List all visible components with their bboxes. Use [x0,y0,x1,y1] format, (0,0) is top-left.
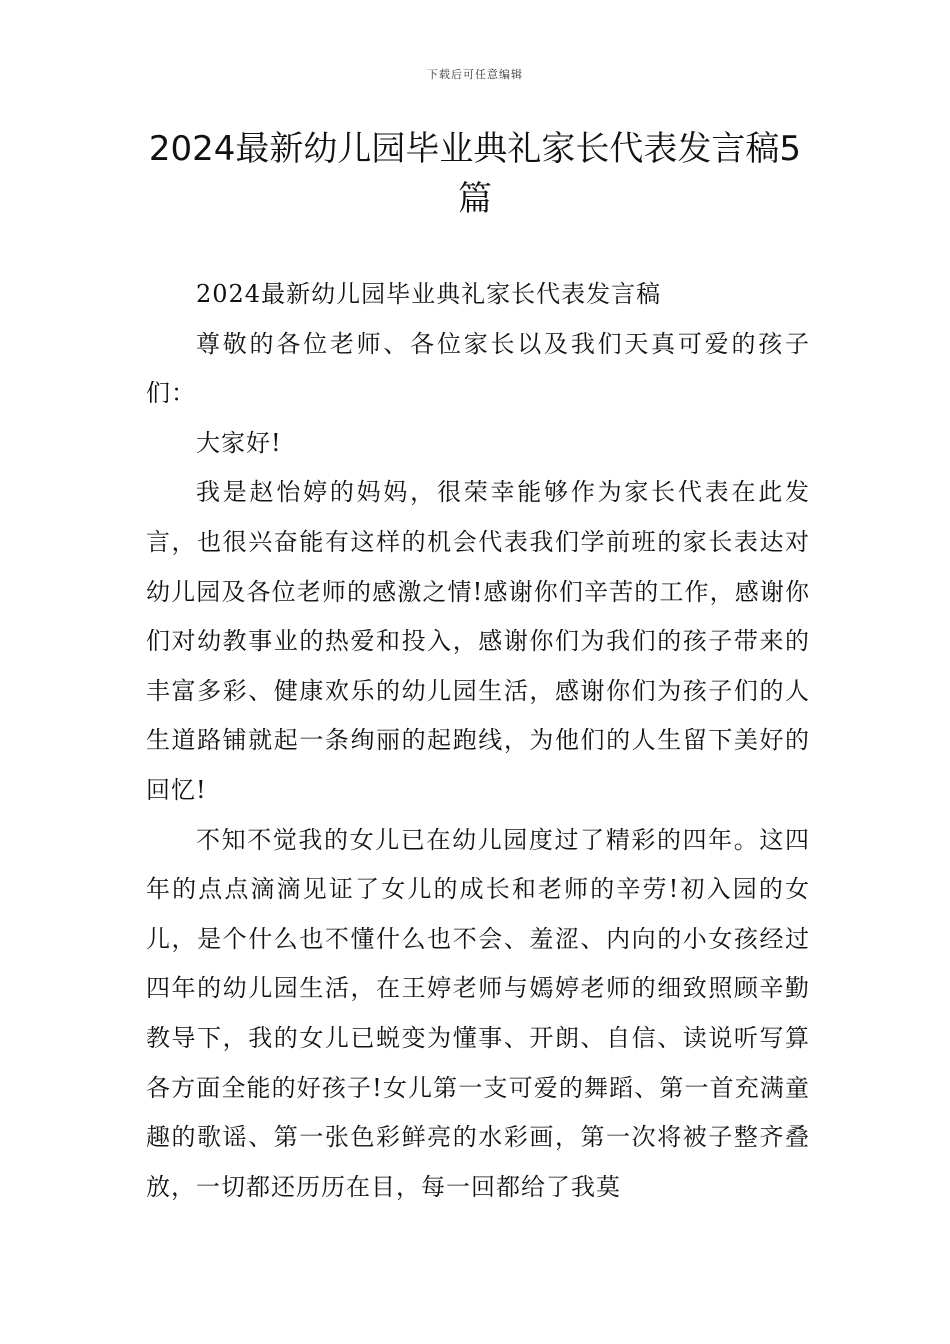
paragraph-reflection: 不知不觉我的女儿已在幼儿园度过了精彩的四年。这四年的点点滴滴见证了女儿的成长和老师的辛劳!初入园的女儿，是个什么也不懂什么也不会、羞涩、内向的小女孩经过四年的幼儿园生活，在王婷老师与嫣婷老师的细致照顾辛勤教导下，我的女儿已蜕变为懂事、开朗、自信、读说听写算各方面全能的好孩子!女儿第一支可爱的舞蹈、第一首充满童趣的歌谣、第一张色彩鲜亮的水彩画，第一次将被子整齐叠放，一切都还历历在目，每一回都给了我莫 [146,825,810,1201]
header-note: 下载后可任意编辑 [427,68,523,81]
document-body [146,270,810,1212]
paragraph-subtitle: 2024最新幼儿园毕业典礼家长代表发言稿 [196,280,662,308]
document-title: 2024最新幼儿园毕业典礼家长代表发言稿5篇 [148,129,802,219]
paragraph-greeting: 大家好! [196,428,282,457]
paragraph-introduction: 我是赵怡婷的妈妈，很荣幸能够作为家长代表在此发言，也很兴奋能有这样的机会代表我们学前班的家长表达对幼儿园及各位老师的感激之情!感谢你们辛苦的工作，感谢你们对幼教事业的热爱和投入，感谢你们为我们的孩子带来的丰富多彩、健康欢乐的幼儿园生活，感谢你们为孩子们的人生道路铺就起一条绚丽的起跑线，为他们的人生留下美好的回忆! [146,478,810,804]
paragraph-salutation: 尊敬的各位老师、各位家长以及我们天真可爱的孩子们： [146,329,810,408]
